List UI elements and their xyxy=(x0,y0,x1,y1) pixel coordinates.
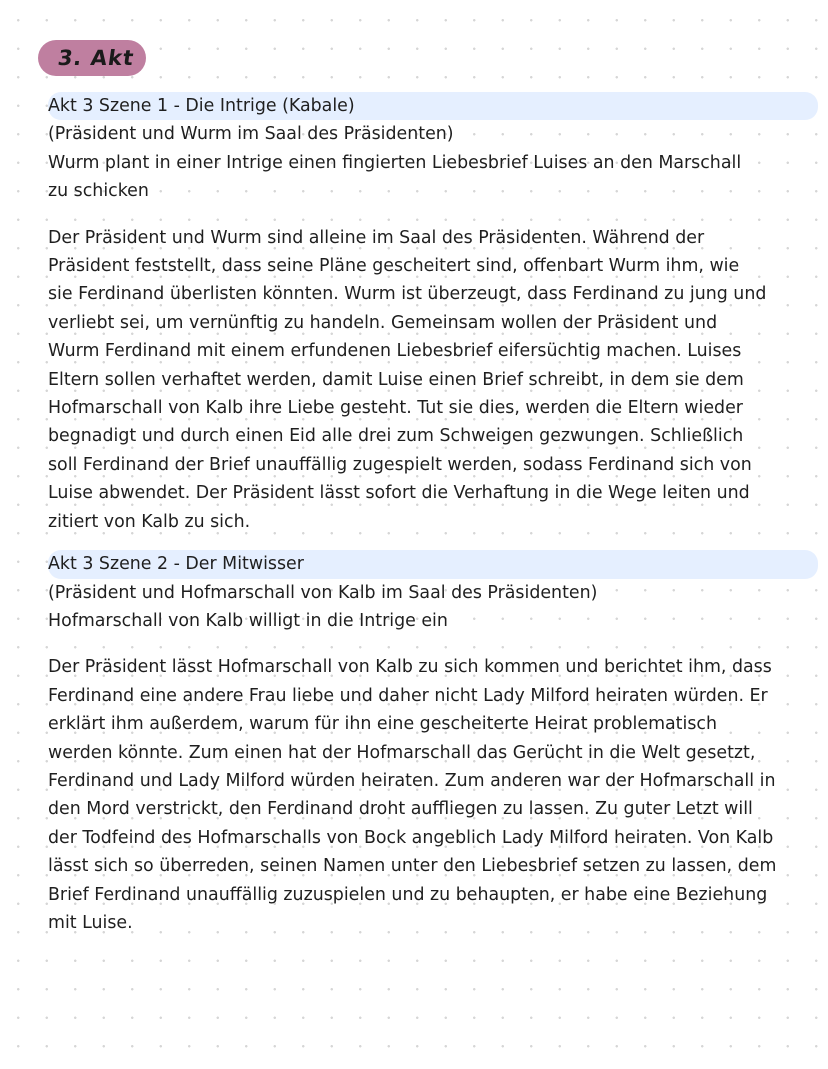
scene-1-summary xyxy=(48,149,818,206)
paragraph-line: lässt sich so überreden, seinen Namen unter den Liebesbrief setzen zu lassen, dem xyxy=(48,856,777,877)
paragraph-line: der Todfeind des Hofmarschalls von Bock angeblich Lady Milford heiraten. Von Kalb xyxy=(48,827,774,848)
scene-1-setting: (Präsident und Wurm im Saal des Präsidenten) xyxy=(48,124,454,145)
paragraph-line: Ferdinand eine andere Frau liebe und daher nicht Lady Milford heiraten würden. Er xyxy=(48,685,768,706)
paragraph-line: begnadigt und durch einen Eid alle drei zum Schweigen gezwungen. Schließlich xyxy=(48,426,744,447)
paragraph-line: Ferdinand und Lady Milford würden heiraten. Zum anderen war der Hofmarschall in xyxy=(48,770,776,791)
paragraph-line: Luise abwendet. Der Präsident lässt sofort die Verhaftung in die Wege leiten und xyxy=(48,483,750,504)
paragraph-line: den Mord verstrickt, den Ferdinand droht auffliegen zu lassen. Zu guter Letzt will xyxy=(48,799,753,820)
summary-line: Hofmarschall von Kalb willigt in die Intrige ein xyxy=(48,610,448,631)
scene-1-section xyxy=(48,92,818,536)
paragraph-line: sie Ferdinand überlisten könnten. Wurm ist überzeugt, dass Ferdinand zu jung und xyxy=(48,284,767,305)
summary-line: zu schicken xyxy=(48,181,149,202)
scene-2-setting: (Präsident und Hofmarschall von Kalb im Saal des Präsidenten) xyxy=(48,582,598,603)
scene-2-paragraph xyxy=(48,653,818,937)
paragraph-line: zitiert von Kalb zu sich. xyxy=(48,511,251,532)
paragraph-line: erklärt ihm außerdem, warum für ihn eine gescheiterte Heirat problematisch xyxy=(48,714,717,735)
paragraph-line: verliebt sei, um vernünftig zu handeln. Gemeinsam wollen der Präsident und xyxy=(48,312,718,333)
act-badge xyxy=(38,40,146,76)
scene-2-section xyxy=(48,550,818,937)
scene-1-heading: Akt 3 Szene 1 - Die Intrige (Kabale) xyxy=(48,92,818,120)
paragraph-line: Brief Ferdinand unauffällig zuzuspielen und zu behaupten, er habe eine Beziehung xyxy=(48,884,768,905)
document-body xyxy=(48,92,818,937)
scene-2-summary xyxy=(48,607,818,635)
paragraph-line: Präsident feststellt, dass seine Pläne gescheitert sind, offenbart Wurm ihm, wie xyxy=(48,256,740,277)
paragraph-line: mit Luise. xyxy=(48,912,133,933)
paragraph-line: Wurm Ferdinand mit einem erfundenen Liebesbrief eifersüchtig machen. Luises xyxy=(48,341,742,362)
act-badge-label: 3. Akt xyxy=(56,46,136,70)
summary-line: Wurm plant in einer Intrige einen fingierten Liebesbrief Luises an den Marschall xyxy=(48,152,742,173)
scene-1-paragraph xyxy=(48,224,818,536)
paragraph-line: Der Präsident und Wurm sind alleine im Saal des Präsidenten. Während der xyxy=(48,227,705,248)
scene-2-heading: Akt 3 Szene 2 - Der Mitwisser xyxy=(48,550,818,578)
paragraph-line: Hofmarschall von Kalb ihre Liebe gesteht. Tut sie dies, werden die Eltern wieder xyxy=(48,398,743,419)
paragraph-line: Der Präsident lässt Hofmarschall von Kalb zu sich kommen und berichtet ihm, dass xyxy=(48,657,772,678)
paragraph-line: werden könnte. Zum einen hat der Hofmarschall das Gerücht in die Welt gesetzt, xyxy=(48,742,756,763)
paragraph-line: soll Ferdinand der Brief unauffällig zugespielt werden, sodass Ferdinand sich von xyxy=(48,454,752,475)
paragraph-line: Eltern sollen verhaftet werden, damit Luise einen Brief schreibt, in dem sie dem xyxy=(48,369,744,390)
